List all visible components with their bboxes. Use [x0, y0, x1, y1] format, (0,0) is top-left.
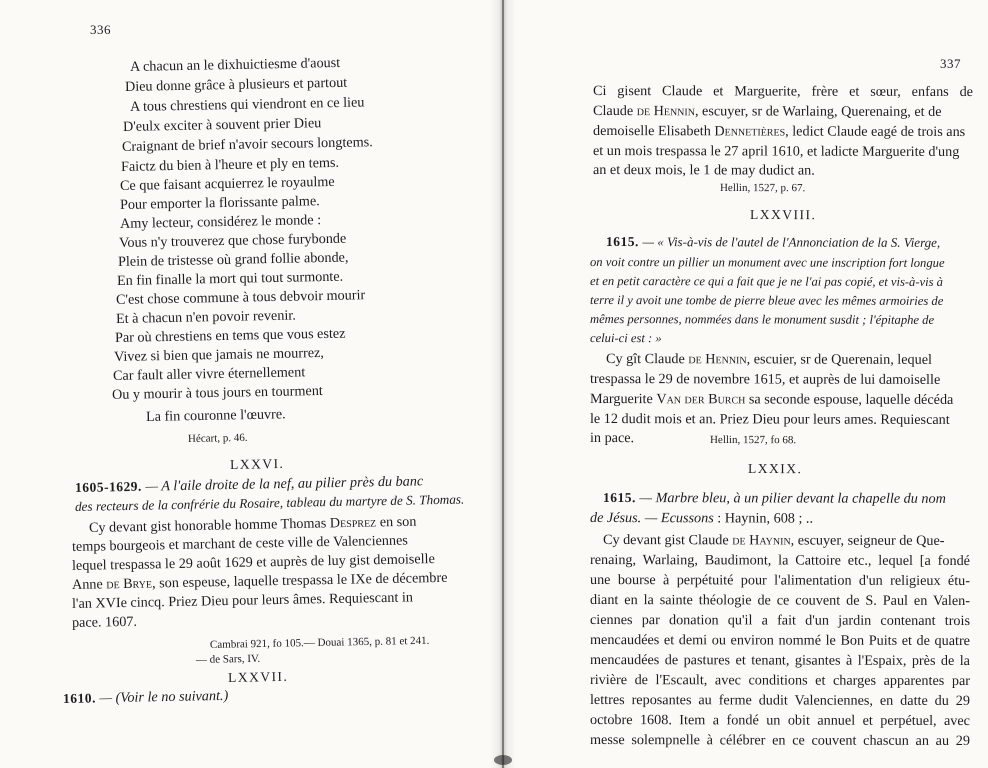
- poem-line: D'eulx exciter à souvent prier Dieu: [122, 115, 322, 135]
- gutter-fold-line: [502, 0, 504, 768]
- person-name: Dennetières: [714, 123, 786, 140]
- inscription-line: octobre 1608. Item a fondé un obit annuel et perpétuel, avec: [589, 712, 971, 729]
- entry-description: terre il y avoit une tombe de pierre bleue avec les mêmes armoiries de: [589, 293, 944, 308]
- entry-date: 1610.: [62, 690, 97, 706]
- inscription-line: temps bourgeois et marchant de ceste ville de Valenciennes: [71, 532, 409, 555]
- entry-description: et en petit caractère ce qui a fait que je ne l'ai pas copié, et vis-à-vis à: [589, 274, 944, 289]
- inscription-text: , escuier, sr de Querenain, lequel: [746, 351, 933, 368]
- poem-line: Car fault aller vivre éternellement: [112, 364, 306, 384]
- inscription-line: [606, 350, 932, 369]
- section-heading: LXXVII.: [227, 668, 289, 685]
- inscription-line: l'an XVIe cincq. Priez Dieu pour leurs âmes. Requiescant in: [71, 589, 414, 612]
- entry-header: [63, 687, 229, 708]
- entry-header: [603, 489, 946, 508]
- inscription-line: rivière de l'Escault, avec conditions et charges apparentes par: [589, 672, 971, 689]
- inscription-line: [593, 102, 942, 121]
- inscription-line: renaing, Warlaing, Baudimont, la Cattoire etc., lequel [a fondé: [589, 552, 971, 569]
- inscription-text: Cy devant gist honorable homme Thomas: [88, 515, 327, 536]
- inscription-text: Cy gît Claude: [605, 351, 685, 368]
- section-heading: LXXVIII.: [749, 207, 817, 223]
- poem-line: Vous n'y trouverez que chose furybonde: [118, 230, 347, 251]
- page-number: 336: [90, 22, 111, 37]
- inscription-line: mencaudées de pastures et tenant, gisantes à l'Espaix, près de la: [589, 652, 971, 669]
- entry-description: on voit contre un pillier un monument avec une inscription fort longue: [589, 255, 945, 270]
- inscription-line: in pace.: [589, 430, 635, 447]
- inscription-line: diant en la sainte théologie de ce couvent de S. Paul en Valen-: [589, 592, 971, 609]
- inscription-text: Marguerite: [589, 391, 653, 408]
- poem-line: Craignant de brief n'avoir secours longtems.: [121, 134, 373, 155]
- person-name: de Hennin: [636, 103, 695, 120]
- poem-line: Dieu donne grâce à plusieurs et partout: [124, 74, 348, 95]
- inscription-line: Ci gisent Claude et Marguerite, frère et sœur, enfans de: [592, 83, 974, 100]
- section-heading: LXXIX.: [747, 461, 803, 477]
- entry-date: 1615.: [605, 234, 639, 250]
- section-heading: LXXVI.: [229, 455, 285, 472]
- entry-date: 1615.: [602, 490, 636, 506]
- inscription-text: en son: [379, 513, 417, 531]
- poem-line: A tous chrestiens qui viendront en ce lieu: [129, 94, 365, 115]
- poem-line: Amy lecteur, considérez le monde :: [119, 212, 322, 232]
- binding-thread: [494, 755, 512, 765]
- entry-description: — « Vis-à-vis de l'autel de l'Annonciation de la S. Vierge,: [642, 234, 941, 250]
- inscription-line: [603, 531, 945, 550]
- entry-description: des recteurs de la confrérie du Rosaire, tableau du martyre de S. Thomas.: [74, 491, 465, 514]
- inscription-line: [590, 390, 953, 409]
- entry-description: mêmes personnes, nommées dans le monument susdit ; l'épitaphe de: [589, 312, 935, 327]
- person-name: Van der Burch: [656, 391, 746, 408]
- inscription-text: Cy devant gist Claude: [602, 532, 729, 549]
- inscription-text: , son espeuse, laquelle trespassa le IXe de décembre: [151, 569, 448, 592]
- person-name: de Brye: [106, 575, 153, 593]
- poem-line: Ou y mourir à tous jours en tourment: [111, 382, 323, 403]
- entry-description: de Jésus. — Ecussons: [589, 510, 714, 527]
- entry-description-line: [590, 509, 813, 528]
- poem-line: Vivez si bien que jamais ne mourrez,: [113, 344, 325, 365]
- inscription-line: et un mois trespassa le 27 april 1610, et ladicte Marguerite d'ung: [592, 143, 960, 160]
- inscription-line: an et deux mois, le 1 de may dudict an.: [592, 162, 815, 179]
- entry-description: : Haynin, 608 ; ..: [717, 510, 814, 527]
- page-number: 337: [940, 56, 961, 71]
- inscription-text: demoiselle Elisabeth: [592, 123, 711, 140]
- poem-line: Faictz du bien à l'heure et ply en tems.: [120, 154, 340, 175]
- poem-line: Pour emporter la florissante palme.: [119, 193, 320, 213]
- entry-header: [606, 233, 940, 252]
- entry-description: — Marbre bleu, à un pilier devant la chapelle du nom: [639, 490, 946, 507]
- inscription-line: messe solempnelle à célébrer en ce couvent chascun an au 29: [589, 732, 971, 749]
- inscription-line: lettres reposantes au ferme dudit Valenciennes, en datte du 29: [589, 692, 971, 709]
- motto: La fin couronne l'œuvre.: [145, 406, 286, 425]
- inscription-text: , escuyer, seigneur de Que-: [790, 532, 945, 549]
- poem-line: A chacun an le dixhuictiesme d'aoust: [129, 54, 341, 75]
- inscription-line: ciennes par donation qu'il a fait d'un jardin contenant trois: [589, 612, 971, 629]
- poem-line: Par où chrestiens en tems que vous estez: [114, 325, 346, 346]
- entry-description: celui-ci est : »: [589, 331, 662, 346]
- inscription-text: Claude: [592, 103, 634, 120]
- poem-line: Ce que faisant acquierrez le royaulme: [119, 173, 335, 194]
- poem-line: En fin finalle la mort qui tout surmonte.: [116, 268, 344, 289]
- entry-description: — (Voir le no suivant.): [99, 687, 229, 707]
- source-citation: Hellin, 1527, p. 67.: [719, 182, 806, 195]
- entry-description: — A l'aile droite de la nef, au pilier près du banc: [145, 473, 424, 495]
- inscription-line: pace. 1607.: [71, 613, 138, 631]
- source-citation: Cambrai 921, fo 105.— Douai 1365, p. 81 et 241.: [209, 634, 430, 651]
- person-name: de Hennin: [688, 351, 747, 368]
- inscription-line: lequel trespassa le 29 août 1629 et auprès de luy gist demoiselle: [71, 551, 435, 574]
- inscription-line: [593, 122, 965, 141]
- inscription-text: sa seconde espouse, laquelle décéda: [748, 391, 954, 408]
- poem-line: Plein de tristesse où grand follie abonde,: [117, 249, 349, 270]
- entry-date: 1605-1629.: [74, 478, 142, 495]
- inscription-text: , ledict Claude eagé de trois ans: [785, 123, 966, 140]
- poem-line: Et à chacun n'en povoir revenir.: [115, 307, 296, 327]
- poem-line: C'est chose commune à tous debvoir mourir: [115, 287, 366, 308]
- person-name: Desprez: [329, 514, 377, 532]
- inscription-line: trespassa le 29 de novembre 1615, et auprès de lui damoiselle: [589, 371, 941, 388]
- inscription-text: Anne: [71, 576, 103, 593]
- source-citation: Hécart, p. 46.: [187, 431, 248, 445]
- inscription-line: mencaudées et demi ou environ nommé le Bon Puits et de quatre: [589, 632, 971, 649]
- person-name: de Haynin: [732, 532, 791, 549]
- source-citation: — de Sars, IV.: [195, 652, 261, 666]
- inscription-line: le 12 dudit mois et an. Priez Dieu pour leurs ames. Requiescant: [589, 411, 950, 428]
- source-citation: Hellin, 1527, fo 68.: [709, 434, 797, 447]
- inscription-text: , escuyer, sr de Warlaing, Querenaing, et de: [694, 103, 942, 120]
- inscription-line: une bourse à perpétuité pour l'alimentation d'un religieux étu-: [589, 572, 971, 589]
